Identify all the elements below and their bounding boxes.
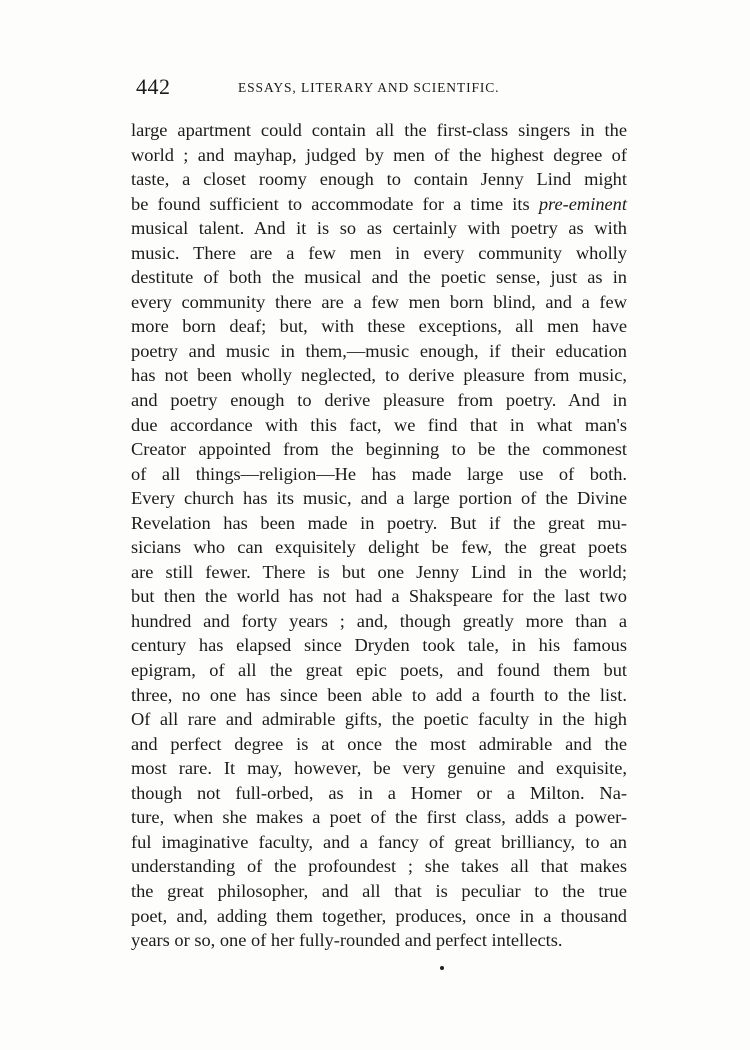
text-line: Of all rare and admirable gifts, the poetic faculty in the high: [131, 709, 627, 730]
text-line: Revelation has been made in poetry. But if the great mu-: [131, 512, 627, 533]
page-number: 442: [136, 74, 171, 99]
italic-emphasis: pre-eminent: [538, 193, 627, 214]
text-line: the great philosopher, and all that is peculiar to the true: [131, 880, 627, 901]
text-line: and perfect degree is at once the most admirable and the: [131, 733, 627, 754]
text-line: three, no one has since been able to add a fourth to the list.: [131, 684, 627, 705]
page-header: [136, 74, 626, 102]
text-line: every community there are a few men born blind, and a few: [131, 291, 627, 312]
text-line: sicians who can exquisitely delight be few, the great poets: [131, 537, 627, 558]
text-line: understanding of the profoundest ; she takes all that makes: [131, 856, 627, 877]
text-line: has not been wholly neglected, to derive pleasure from music,: [131, 365, 627, 386]
text-line: century has elapsed since Dryden took tale, in his famous: [131, 635, 627, 656]
text-line-with-emphasis: [131, 192, 627, 217]
body-text: [131, 118, 627, 953]
text-line: though not full-orbed, as in a Homer or a Milton. Na-: [131, 782, 627, 803]
text-line: poet, and, adding them together, produces, once in a thousand: [131, 905, 627, 926]
text-line: musical talent. And it is so as certainly with poetry as with: [131, 218, 627, 239]
text-line: poetry and music in them,—music enough, if their education: [131, 340, 627, 361]
text-line: hundred and forty years ; and, though greatly more than a: [131, 610, 627, 631]
text-line: and poetry enough to derive pleasure from poetry. And in: [131, 390, 627, 411]
text-line: destitute of both the musical and the poetic sense, just as in: [131, 267, 627, 288]
text-line: Every church has its music, and a large portion of the Divine: [131, 488, 627, 509]
text-line: are still fewer. There is but one Jenny Lind in the world;: [131, 561, 627, 582]
text-line: but then the world has not had a Shakspeare for the last two: [131, 586, 627, 607]
text-line: of all things—religion—He has made large use of both.: [131, 463, 627, 484]
text-line: world ; and mayhap, judged by men of the highest degree of: [131, 144, 627, 165]
text-line: large apartment could contain all the first-class singers in the: [131, 120, 627, 140]
text-line-start: be found sufficient to accommodate for a time its: [131, 193, 530, 214]
text-line: years or so, one of her fully-rounded and perfect intellects.: [131, 930, 563, 951]
text-line: most rare. It may, however, be very genuine and exquisite,: [131, 758, 627, 779]
text-line: epigram, of all the great epic poets, and found them but: [131, 660, 627, 681]
text-line: music. There are a few men in every community wholly: [131, 242, 627, 263]
text-line: more born deaf; but, with these exceptions, all men have: [131, 316, 627, 337]
text-line: ture, when she makes a poet of the first class, adds a power-: [131, 807, 627, 828]
text-line: Creator appointed from the beginning to be the commonest: [131, 439, 627, 460]
ink-speck: [440, 966, 444, 970]
text-line: taste, a closet roomy enough to contain Jenny Lind might: [131, 169, 627, 190]
text-line: due accordance with this fact, we find that in what man's: [131, 414, 627, 435]
running-head: ESSAYS, LITERARY AND SCIENTIFIC.: [238, 80, 500, 95]
text-line: ful imaginative faculty, and a fancy of great brilliancy, to an: [131, 831, 627, 852]
